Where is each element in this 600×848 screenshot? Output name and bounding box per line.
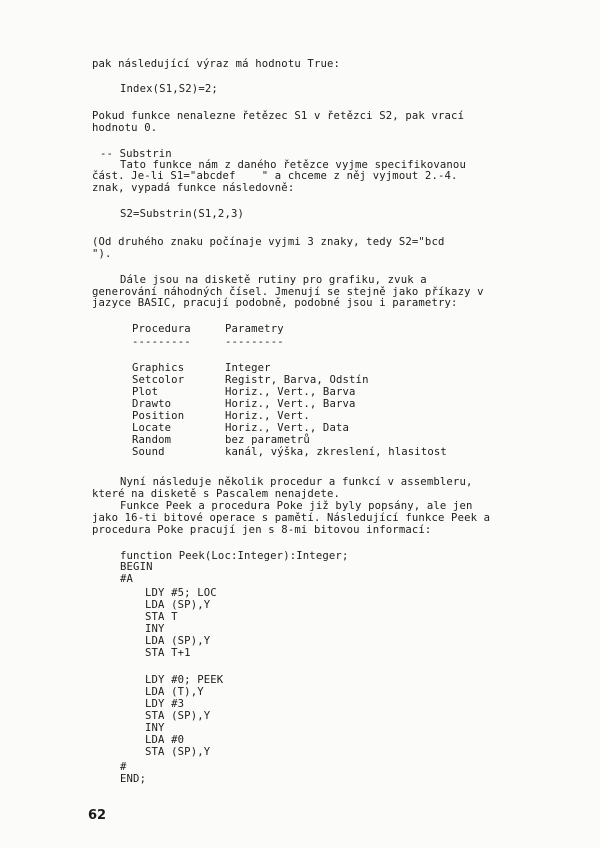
intro-line: pak následující výraz má hodnotu True: — [92, 58, 341, 70]
table-cell-proc: Random — [132, 434, 172, 446]
table-cell-params: bez parametrů — [225, 434, 310, 446]
code-line: END; — [120, 773, 147, 785]
text-line: Tato funkce nám z daného řetězce vyjme specifikovanou — [120, 159, 466, 171]
text-line: část. Je-li S1="abcdef " a chceme z něj vyjmout 2.-4. — [92, 170, 458, 182]
table-cell-proc: Graphics — [132, 362, 185, 374]
table-cell-params: Horiz., Vert. — [225, 410, 310, 422]
text-line: znak, vypadá funkce následovně: — [92, 182, 295, 194]
code-line: LDY #5; LOC — [145, 587, 217, 599]
text-line: Funkce Peek a procedura Poke již byly popsány, ale jen — [120, 500, 473, 512]
code-line: LDA (T),Y — [145, 686, 204, 698]
substrin-example: S2=Substrin(S1,2,3) — [120, 208, 245, 220]
code-line: INY — [145, 623, 165, 635]
text-line: jazyce BASIC, pracují podobně, podobné jsou i parametry: — [92, 297, 458, 309]
code-line: INY — [145, 722, 165, 734]
table-rule: --------- — [132, 336, 191, 348]
table-cell-params: Registr, Barva, Odstín — [225, 374, 369, 386]
text-line: které na disketě s Pascalem nenajdete. — [92, 488, 341, 500]
code-line: #A — [120, 573, 134, 585]
table-cell-proc: Sound — [132, 446, 165, 458]
text-line: procedura Poke pracují jen s 8-mi bitovou informací: — [92, 524, 432, 536]
code-line: LDA #0 — [145, 734, 185, 746]
text-line: Dále jsou na disketě rutiny pro grafiku, zvuk a — [120, 274, 427, 286]
text-line: Nyní následuje několik procedur a funkcí v assembleru, — [120, 476, 473, 488]
section-heading-substrin: -- Substrin — [100, 148, 172, 160]
table-cell-params: Horiz., Vert., Data — [225, 422, 350, 434]
table-header-params: Parametry — [225, 323, 284, 335]
code-line: STA T+1 — [145, 647, 191, 659]
code-line: LDA (SP),Y — [145, 635, 211, 647]
code-line: # — [120, 761, 127, 773]
code-line: STA T — [145, 611, 178, 623]
text-line: generování náhodných čísel. Jmenují se stejně jako příkazy v — [92, 286, 484, 298]
text-line: "). — [92, 248, 112, 260]
text-line: jako 16-ti bitové operace s pamětí. Následující funkce Peek a — [92, 512, 491, 524]
text-line: hodnotu 0. — [92, 122, 158, 134]
page-number: 62 — [88, 808, 107, 823]
table-cell-proc: Position — [132, 410, 185, 422]
table-cell-proc: Plot — [132, 386, 159, 398]
table-cell-params: Horiz., Vert., Barva — [225, 386, 356, 398]
text-line: (Od druhého znaku počínaje vyjmi 3 znaky, tedy S2="bcd — [92, 236, 445, 248]
table-cell-proc: Setcolor — [132, 374, 185, 386]
code-line: BEGIN — [120, 561, 153, 573]
index-expression: Index(S1,S2)=2; — [120, 83, 218, 95]
code-line: STA (SP),Y — [145, 746, 211, 758]
code-line: LDY #3 — [145, 698, 185, 710]
table-rule: --------- — [225, 336, 284, 348]
table-cell-proc: Drawto — [132, 398, 172, 410]
code-line: LDY #0; PEEK — [145, 674, 224, 686]
text-line: Pokud funkce nenalezne řetězec S1 v řetězci S2, pak vrací — [92, 110, 465, 122]
code-line: function Peek(Loc:Integer):Integer; — [120, 550, 349, 562]
table-header-procedure: Procedura — [132, 323, 191, 335]
code-line: STA (SP),Y — [145, 710, 211, 722]
table-cell-params: kanál, výška, zkreslení, hlasitost — [225, 446, 447, 458]
table-cell-proc: Locate — [132, 422, 172, 434]
code-line: LDA (SP),Y — [145, 599, 211, 611]
table-cell-params: Integer — [225, 362, 271, 374]
table-cell-params: Horiz., Vert., Barva — [225, 398, 356, 410]
